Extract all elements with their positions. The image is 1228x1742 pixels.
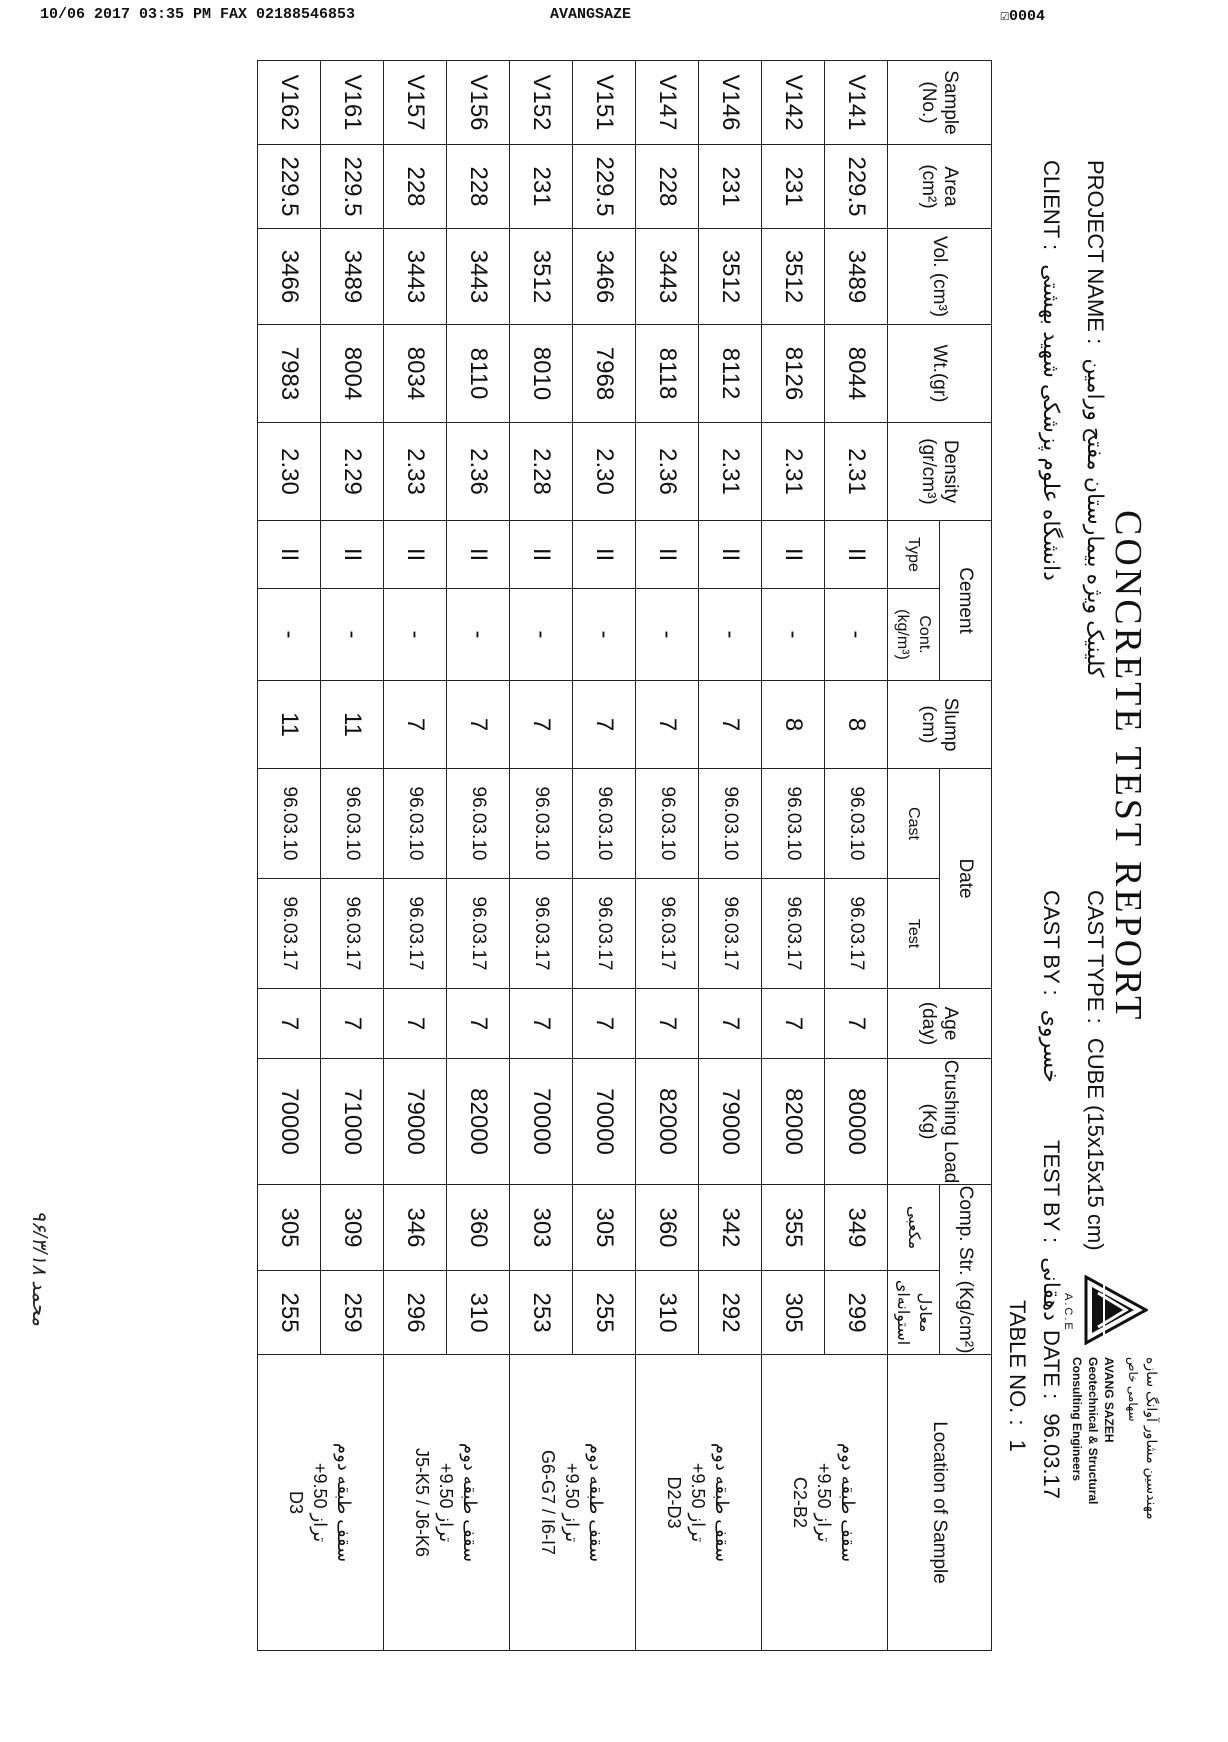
cell-weight: 8126 <box>762 325 825 423</box>
cell-cube: 360 <box>636 1185 699 1271</box>
header-density: Density (gr/cm³) <box>888 423 992 521</box>
cell-slump: 7 <box>510 681 573 769</box>
cell-age: 7 <box>699 989 762 1059</box>
cell-age: 7 <box>510 989 573 1059</box>
cell-cast-date: 96.03.10 <box>825 769 888 879</box>
logo-en-line2: Geotechnical & Structural <box>1086 1357 1100 1505</box>
cell-area: 229.5 <box>825 145 888 229</box>
cell-density: 2.31 <box>699 423 762 521</box>
cell-cube: 349 <box>825 1185 888 1271</box>
cell-area: 229.5 <box>573 145 636 229</box>
cast-type-label: CAST TYPE : <box>1083 890 1108 1024</box>
header-area: Area (cm²) <box>888 145 992 229</box>
table-row <box>573 61 636 1651</box>
cast-type-value: CUBE (15x15x15 cm) <box>1083 1037 1108 1251</box>
cell-load: 70000 <box>510 1059 573 1185</box>
report-sheet <box>18 30 1168 1670</box>
fax-sender: AVANGSAZE <box>550 6 632 23</box>
cell-weight: 8112 <box>699 325 762 423</box>
cell-cylinder: 255 <box>573 1271 636 1355</box>
cell-density: 2.29 <box>321 423 384 521</box>
cell-location <box>762 1355 888 1651</box>
cell-test-date: 96.03.17 <box>762 879 825 989</box>
cell-load: 82000 <box>762 1059 825 1185</box>
cell-cast-date: 96.03.10 <box>510 769 573 879</box>
location-line1: سقف طبقه دوم <box>334 1442 355 1563</box>
cell-location <box>384 1355 510 1651</box>
fax-header <box>40 6 1070 28</box>
cell-area: 228 <box>447 145 510 229</box>
cell-age: 7 <box>825 989 888 1059</box>
header-age: Age (day) <box>888 989 992 1059</box>
table-no-line <box>1004 1300 1030 1452</box>
cell-age: 7 <box>573 989 636 1059</box>
cell-location <box>510 1355 636 1651</box>
cast-type-line <box>1082 890 1108 1251</box>
cell-load: 82000 <box>636 1059 699 1185</box>
cell-weight: 8010 <box>510 325 573 423</box>
cell-cube: 355 <box>762 1185 825 1271</box>
cell-sample: V162 <box>258 61 321 145</box>
location-line3: G6-G7 / I6-I7 <box>538 1450 559 1556</box>
cell-cement-type: II <box>762 521 825 589</box>
location-line3: D3 <box>286 1491 307 1515</box>
date-value: 96.03.17 <box>1039 1413 1064 1500</box>
cast-by-label: CAST BY : <box>1039 890 1064 996</box>
cell-cylinder: 310 <box>447 1271 510 1355</box>
client-value: دانشگاه علوم پزشکی شهید بهشتی <box>1039 264 1064 581</box>
cell-volume: 3466 <box>258 229 321 325</box>
cell-weight: 8044 <box>825 325 888 423</box>
cell-area: 231 <box>699 145 762 229</box>
cell-volume: 3489 <box>825 229 888 325</box>
cell-area: 229.5 <box>321 145 384 229</box>
cell-volume: 3466 <box>573 229 636 325</box>
cell-cylinder: 305 <box>762 1271 825 1355</box>
cell-cylinder: 310 <box>636 1271 699 1355</box>
cell-sample: V142 <box>762 61 825 145</box>
location-line1: سقف طبقه دوم <box>460 1442 481 1563</box>
cell-cement-type: II <box>384 521 447 589</box>
location-line2: تراز 9.50+ <box>814 1462 835 1543</box>
cell-cast-date: 96.03.10 <box>321 769 384 879</box>
cell-load: 70000 <box>573 1059 636 1185</box>
date-label: DATE : <box>1039 1330 1064 1400</box>
cell-sample: V147 <box>636 61 699 145</box>
cell-cube: 305 <box>258 1185 321 1271</box>
cell-cylinder: 259 <box>321 1271 384 1355</box>
table-no-label: TABLE NO. : <box>1005 1300 1030 1426</box>
cell-cement-cont: - <box>258 589 321 681</box>
cell-volume: 3443 <box>636 229 699 325</box>
location-line2: تراز 9.50+ <box>310 1462 331 1543</box>
cell-density: 2.30 <box>573 423 636 521</box>
cell-cement-type: II <box>573 521 636 589</box>
cell-volume: 3443 <box>384 229 447 325</box>
cell-test-date: 96.03.17 <box>447 879 510 989</box>
header-cement: Cement <box>940 521 992 681</box>
cell-cement-cont: - <box>573 589 636 681</box>
header-cube: مکعبی <box>888 1185 940 1271</box>
header-sample: Sample (No.) <box>888 61 992 145</box>
cell-cast-date: 96.03.10 <box>447 769 510 879</box>
client-label: CLIENT : <box>1039 160 1064 251</box>
cell-age: 7 <box>636 989 699 1059</box>
location-line1: سقف طبقه دوم <box>586 1442 607 1563</box>
cell-age: 7 <box>258 989 321 1059</box>
logo-fa-sub: سهامی خاص <box>1126 1357 1140 1422</box>
fax-timestamp: 10/06 2017 03:35 PM FAX 02188546853 <box>40 6 356 23</box>
cell-sample: V151 <box>573 61 636 145</box>
cell-slump: 7 <box>447 681 510 769</box>
cell-cement-type: II <box>636 521 699 589</box>
logo-fa-name: مهندسین مشاور آوانگ سازه <box>1144 1357 1160 1520</box>
cell-cube: 303 <box>510 1185 573 1271</box>
cell-density: 2.28 <box>510 423 573 521</box>
cell-sample: V141 <box>825 61 888 145</box>
cell-cement-cont: - <box>384 589 447 681</box>
project-name-label: PROJECT NAME : <box>1083 160 1108 345</box>
table-row <box>699 61 762 1651</box>
cell-load: 80000 <box>825 1059 888 1185</box>
cell-cement-type: II <box>825 521 888 589</box>
test-results-table <box>12 60 992 1650</box>
cast-by-value: خسروی <box>1039 1009 1064 1083</box>
cell-weight: 8110 <box>447 325 510 423</box>
report-title: CONCRETE TEST REPORT <box>1107 510 1149 1023</box>
cell-sample: V161 <box>321 61 384 145</box>
cell-density: 2.36 <box>447 423 510 521</box>
cell-cast-date: 96.03.10 <box>636 769 699 879</box>
location-line2: تراز 9.50+ <box>436 1462 457 1543</box>
cell-cast-date: 96.03.10 <box>258 769 321 879</box>
test-by-label: TEST BY : <box>1039 1140 1064 1244</box>
header-cast-date: Cast <box>888 769 940 879</box>
cell-area: 228 <box>636 145 699 229</box>
cell-test-date: 96.03.17 <box>573 879 636 989</box>
cell-cement-type: II <box>447 521 510 589</box>
cell-area: 231 <box>762 145 825 229</box>
cell-cement-cont: - <box>447 589 510 681</box>
cell-cylinder: 296 <box>384 1271 447 1355</box>
table-row <box>447 61 510 1651</box>
cell-weight: 8118 <box>636 325 699 423</box>
cell-cast-date: 96.03.10 <box>699 769 762 879</box>
cell-volume: 3512 <box>510 229 573 325</box>
cell-cast-date: 96.03.10 <box>384 769 447 879</box>
location-line1: سقف طبقه دوم <box>712 1442 733 1563</box>
cell-age: 7 <box>384 989 447 1059</box>
cell-slump: 8 <box>762 681 825 769</box>
cell-cement-type: II <box>258 521 321 589</box>
cell-cube: 305 <box>573 1185 636 1271</box>
cell-cylinder: 299 <box>825 1271 888 1355</box>
cell-slump: 11 <box>321 681 384 769</box>
location-line2: تراز 9.50+ <box>562 1462 583 1543</box>
cell-cube: 360 <box>447 1185 510 1271</box>
cell-density: 2.36 <box>636 423 699 521</box>
client-line <box>1038 160 1064 581</box>
cell-slump: 7 <box>636 681 699 769</box>
location-line3: J5-K5 / J6-K6 <box>412 1448 433 1558</box>
location-line2: تراز 9.50+ <box>688 1462 709 1543</box>
cell-area: 231 <box>510 145 573 229</box>
cell-density: 2.31 <box>762 423 825 521</box>
cell-cement-cont: - <box>510 589 573 681</box>
cell-volume: 3443 <box>447 229 510 325</box>
project-name-line <box>1082 160 1108 678</box>
cell-cement-type: II <box>321 521 384 589</box>
cell-cement-type: II <box>510 521 573 589</box>
header-slump: Slump (cm) <box>888 681 992 769</box>
handwritten-signature: محمد ۹۶/۳/۱۸ <box>28 1210 50 1327</box>
table-row <box>825 61 888 1651</box>
cell-slump: 7 <box>699 681 762 769</box>
cell-cube: 309 <box>321 1185 384 1271</box>
cell-sample: V157 <box>384 61 447 145</box>
cast-by-line <box>1038 890 1064 1083</box>
cell-density: 2.33 <box>384 423 447 521</box>
cell-volume: 3489 <box>321 229 384 325</box>
cell-age: 7 <box>321 989 384 1059</box>
cell-cement-cont: - <box>762 589 825 681</box>
location-line1: سقف طبقه دوم <box>838 1442 859 1563</box>
cell-cube: 342 <box>699 1185 762 1271</box>
header-location: Location of Sample <box>888 1355 992 1651</box>
cell-slump: 7 <box>573 681 636 769</box>
cell-location <box>258 1355 384 1651</box>
cell-cast-date: 96.03.10 <box>762 769 825 879</box>
table-no-value: 1 <box>1005 1439 1030 1452</box>
location-line3: D2-D3 <box>664 1476 685 1529</box>
cell-cement-cont: - <box>825 589 888 681</box>
header-volume: Vol. (cm³) <box>888 229 992 325</box>
header-crushing-load: Crushing Load (Kg) <box>888 1059 992 1185</box>
header-comp-str: Comp. Str. (Kg/cm²) <box>940 1185 992 1355</box>
header-cylinder: معادل استوانه‌ای <box>888 1271 940 1355</box>
cell-load: 79000 <box>699 1059 762 1185</box>
cell-area: 229.5 <box>258 145 321 229</box>
cell-slump: 8 <box>825 681 888 769</box>
header-date: Date <box>940 769 992 989</box>
cell-weight: 8004 <box>321 325 384 423</box>
cell-sample: V152 <box>510 61 573 145</box>
header-cement-cont: Cont. (kg/m³) <box>888 589 940 681</box>
cell-age: 7 <box>447 989 510 1059</box>
cell-cement-cont: - <box>636 589 699 681</box>
company-logo-icon <box>1078 1275 1148 1345</box>
fax-page-number: ☑0004 <box>1000 8 1046 25</box>
cell-cement-type: II <box>699 521 762 589</box>
project-name-value: کلینیک ویژه بیمارستان مفتح ورامین <box>1083 358 1108 678</box>
cell-cement-cont: - <box>699 589 762 681</box>
cell-load: 82000 <box>447 1059 510 1185</box>
cell-cylinder: 255 <box>258 1271 321 1355</box>
logo-ace: A.C.E <box>1062 1293 1074 1332</box>
company-logo <box>1038 1275 1166 1605</box>
cell-area: 228 <box>384 145 447 229</box>
logo-en-name: AVANG SAZEH <box>1102 1357 1116 1443</box>
header-weight: Wt.(gr) <box>888 325 992 423</box>
cell-slump: 11 <box>258 681 321 769</box>
cell-slump: 7 <box>384 681 447 769</box>
table-row <box>321 61 384 1651</box>
cell-density: 2.31 <box>825 423 888 521</box>
logo-en-line3: Consulting Engineers <box>1070 1357 1084 1482</box>
cell-test-date: 96.03.17 <box>636 879 699 989</box>
header-test-date: Test <box>888 879 940 989</box>
cell-test-date: 96.03.17 <box>510 879 573 989</box>
header-cement-type: Type <box>888 521 940 589</box>
cell-age: 7 <box>762 989 825 1059</box>
cell-weight: 7968 <box>573 325 636 423</box>
cell-test-date: 96.03.17 <box>258 879 321 989</box>
location-line3: C2-B2 <box>790 1477 811 1529</box>
cell-test-date: 96.03.17 <box>321 879 384 989</box>
cell-load: 79000 <box>384 1059 447 1185</box>
cell-test-date: 96.03.17 <box>384 879 447 989</box>
cell-cylinder: 253 <box>510 1271 573 1355</box>
cell-sample: V146 <box>699 61 762 145</box>
cell-weight: 8034 <box>384 325 447 423</box>
cell-cylinder: 292 <box>699 1271 762 1355</box>
cell-sample: V156 <box>447 61 510 145</box>
cell-load: 70000 <box>258 1059 321 1185</box>
cell-cube: 346 <box>384 1185 447 1271</box>
cell-density: 2.30 <box>258 423 321 521</box>
cell-load: 71000 <box>321 1059 384 1185</box>
cell-cement-cont: - <box>321 589 384 681</box>
cell-weight: 7983 <box>258 325 321 423</box>
cell-location <box>636 1355 762 1651</box>
cell-volume: 3512 <box>762 229 825 325</box>
cell-test-date: 96.03.17 <box>699 879 762 989</box>
cell-cast-date: 96.03.10 <box>573 769 636 879</box>
test-by-value: دهقانی <box>1039 1257 1064 1321</box>
cell-volume: 3512 <box>699 229 762 325</box>
cell-test-date: 96.03.17 <box>825 879 888 989</box>
